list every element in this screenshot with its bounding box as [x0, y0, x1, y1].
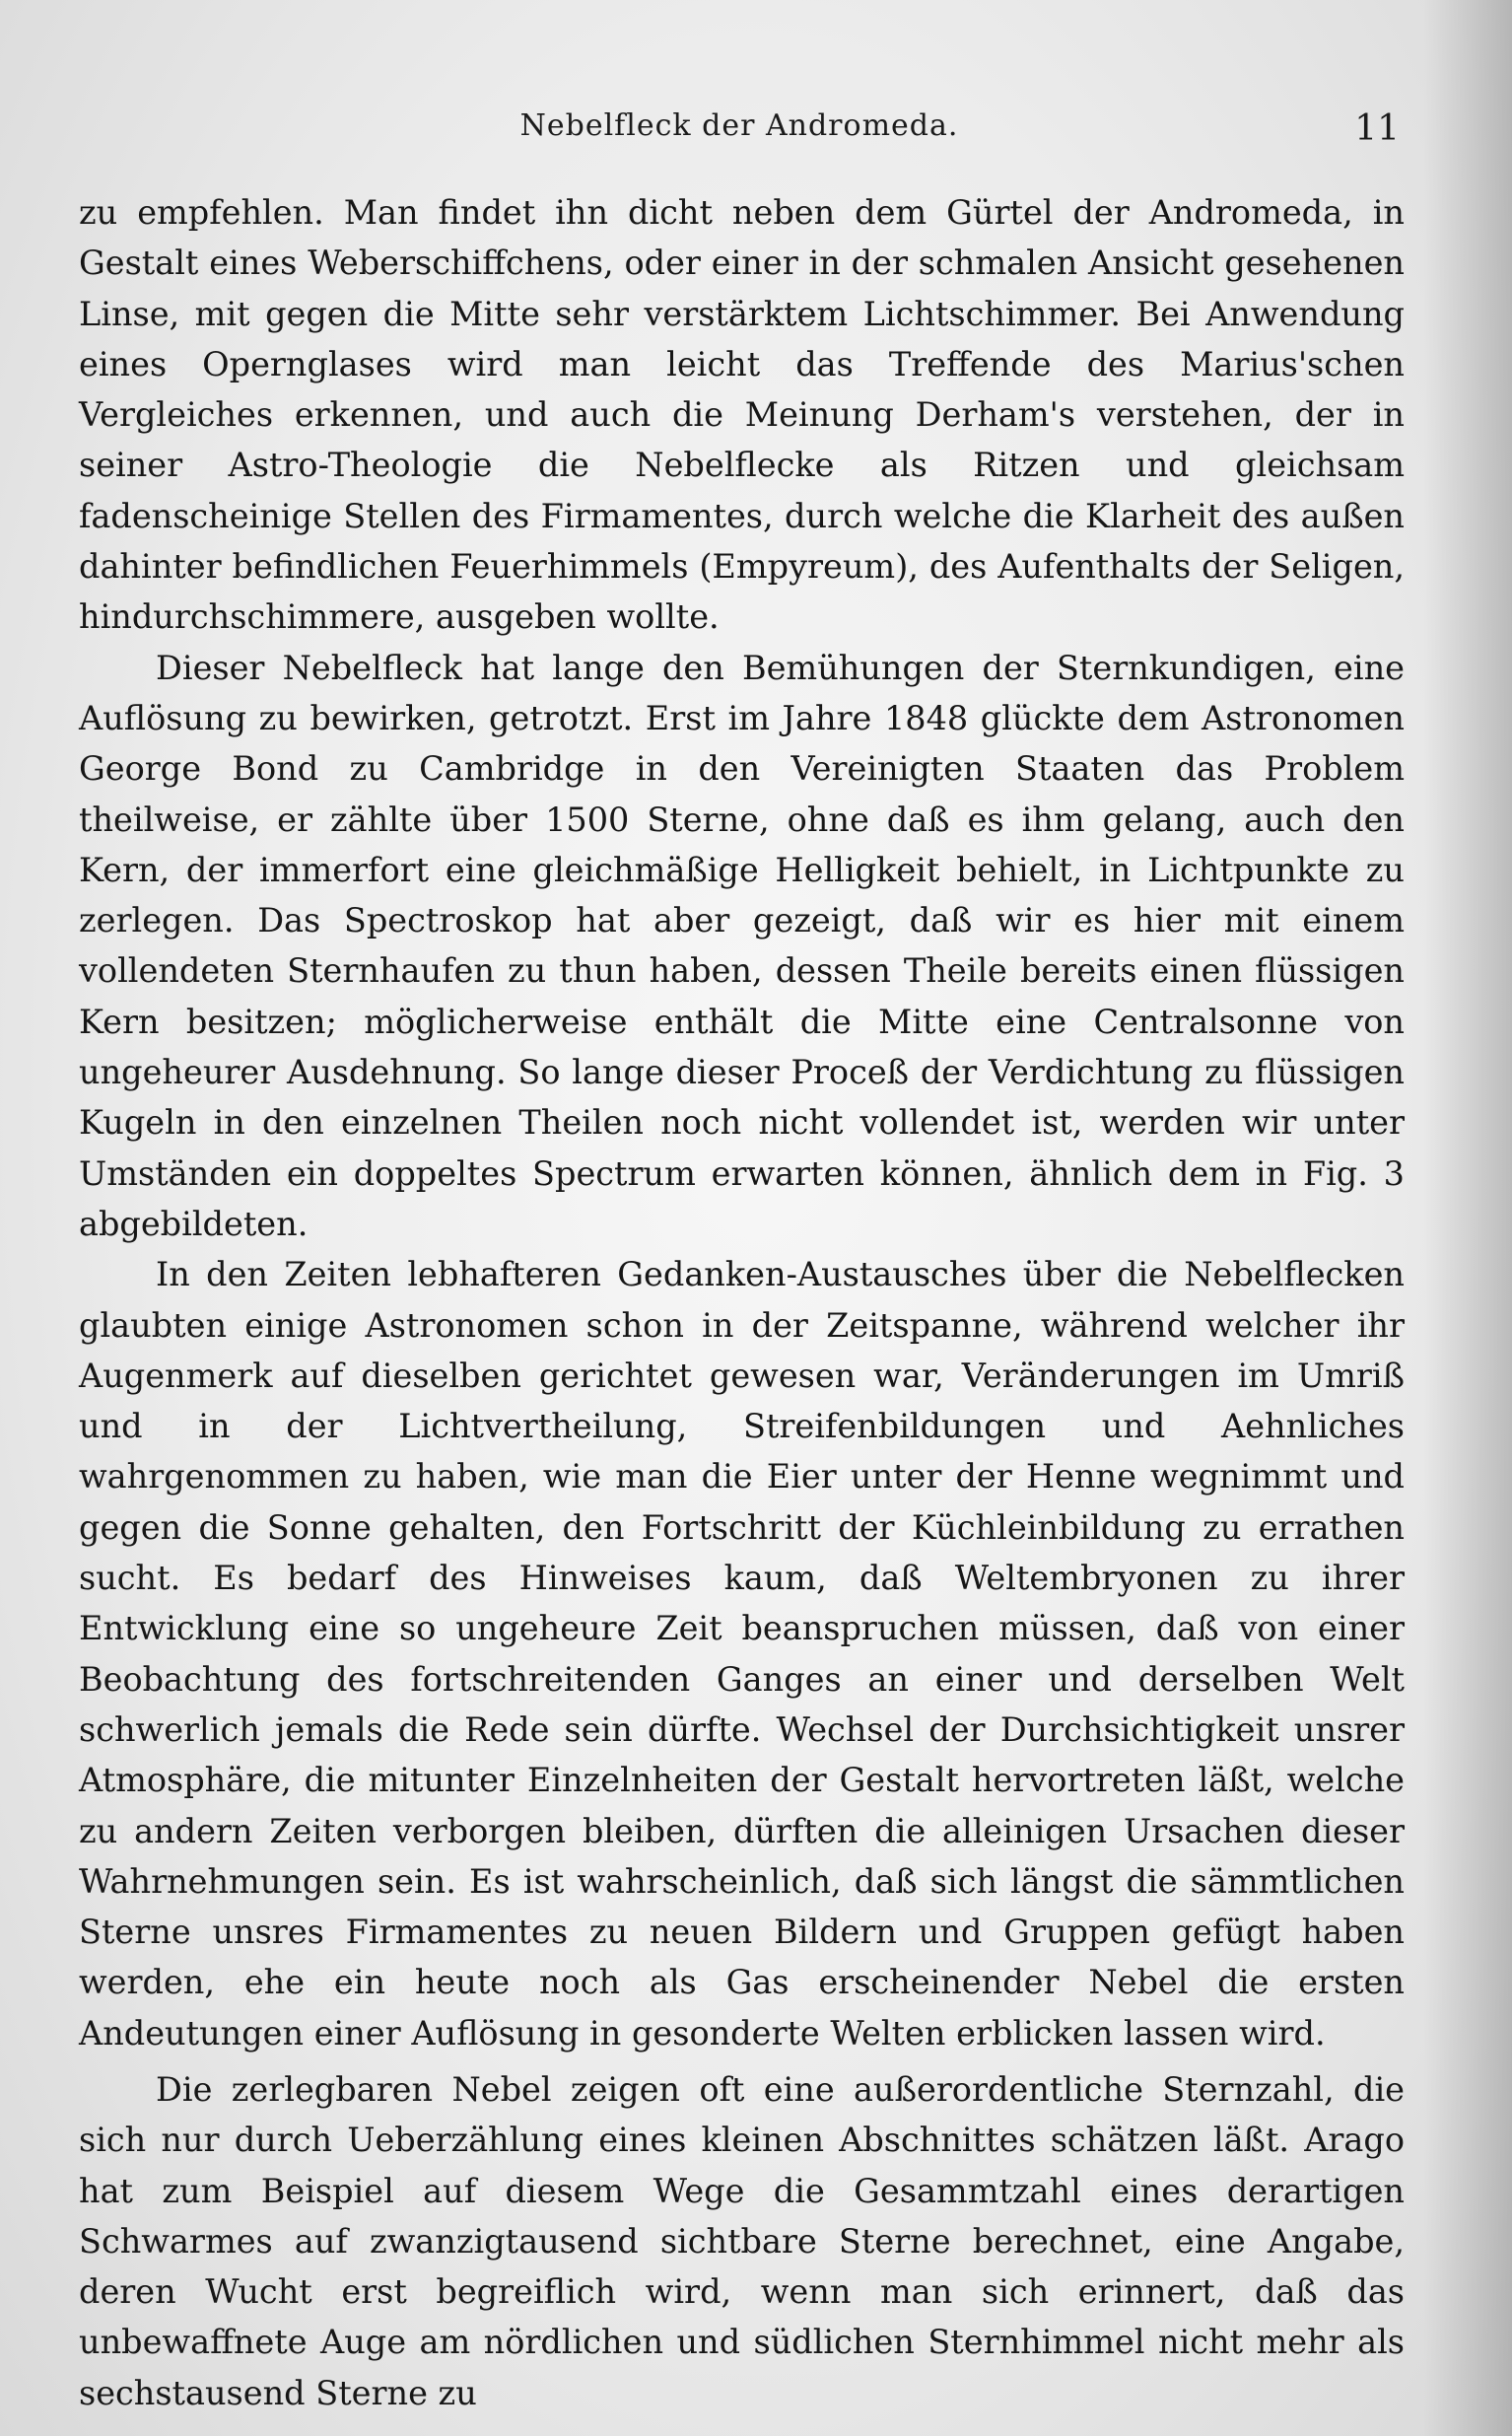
body-text [79, 187, 1405, 2418]
paragraph-1: zu empfehlen. Man findet ihn dicht neben dem Gürtel der Andromeda, in Gestalt eines Weberschiffchens, oder einer in der schmalen Ansicht gesehenen Linse, mit gegen die Mitte sehr verstärktem Lichtschimmer. Bei Anwendung eines Opernglases wird man leicht das Treffende des Marius'schen Vergleiches erkennen, und auch die Meinung Derham's verstehen, der in seiner Astro-Theologie die Nebelflecke als Ritzen und gleichsam fadenscheinige Stellen des Firmamentes, durch welche die Klarheit des außen dahinter befindlichen Feuerhimmels (Empyreum), des Aufenthalts der Seligen, hindurchschimmere, ausgeben wollte. [79, 193, 1405, 637]
page-number: 11 [1354, 108, 1400, 149]
paragraph-4: Die zerlegbaren Nebel zeigen oft eine außerordentliche Sternzahl, die sich nur durch Ueberzählung eines kleinen Abschnittes schätzen läßt. Arago hat zum Beispiel auf diesem Wege die Gesammtzahl eines derartigen Schwarmes auf zwanzigtausend sichtbare Sterne berechnet, eine Angabe, deren Wucht erst begreiflich wird, wenn man sich erinnert, daß das unbewaffnete Auge am nördlichen und südlichen Sternhimmel nicht mehr als sechstausend Sterne zu [79, 2069, 1405, 2412]
page-header [79, 108, 1400, 158]
paragraph-3: In den Zeiten lebhafteren Gedanken-Austausches über die Nebelflecken glaubten einige Astronomen schon in der Zeitspanne, während welcher ihr Augenmerk auf dieselben gerichtet gewesen war, Veränderungen im Umriß und in der Lichtvertheilung, Streifenbildungen und Aehnliches wahrgenommen zu haben, wie man die Eier unter der Henne wegnimmt und gegen die Sonne gehalten, den Fortschritt der Küchleinbildung zu errathen sucht. Es bedarf des Hinweises kaum, daß Weltembryonen zu ihrer Entwicklung eine so ungeheure Zeit beanspruchen müssen, daß von einer Beobachtung des fortschreitenden Ganges an einer und derselben Welt schwerlich jemals die Rede sein dürfte. Wechsel der Durchsichtigkeit unsrer Atmosphäre, die mitunter Einzelnheiten der Gestalt hervortreten läßt, welche zu andern Zeiten verborgen bleiben, dürften die alleinigen Ursachen dieser Wahrnehmungen sein. Es ist wahrscheinlich, daß sich längst die sämmtlichen Sterne unsres Firmamentes zu neuen Bildern und Gruppen gefügt haben werden, ehe ein heute noch als Gas erscheinender Nebel die ersten Andeutungen einer Auflösung in gesonderte Welten erblicken lassen wird. [79, 1255, 1405, 2053]
running-title: Nebelfleck der Andromeda. [519, 108, 959, 143]
paragraph-2: Dieser Nebelfleck hat lange den Bemühungen der Sternkundigen, eine Auflösung zu bewirken, getrotzt. Erst im Jahre 1848 glückte dem Astronomen George Bond zu Cambridge in den Vereinigten Staaten das Problem theilweise, er zählte über 1500 Sterne, ohne daß es ihm gelang, auch den Kern, der immerfort eine gleichmäßige Helligkeit behielt, in Lichtpunkte zu zerlegen. Das Spectroskop hat aber gezeigt, daß wir es hier mit einem vollendeten Sternhaufen zu thun haben, dessen Theile bereits einen flüssigen Kern besitzen; möglicherweise enthält die Mitte eine Centralsonne von ungeheurer Ausdehnung. So lange dieser Proceß der Verdichtung zu flüssigen Kugeln in den einzelnen Theilen noch nicht vollendet ist, werden wir unter Umständen ein doppeltes Spectrum erwarten können, ähnlich dem in Fig. 3 abgebildeten. [79, 648, 1405, 1243]
